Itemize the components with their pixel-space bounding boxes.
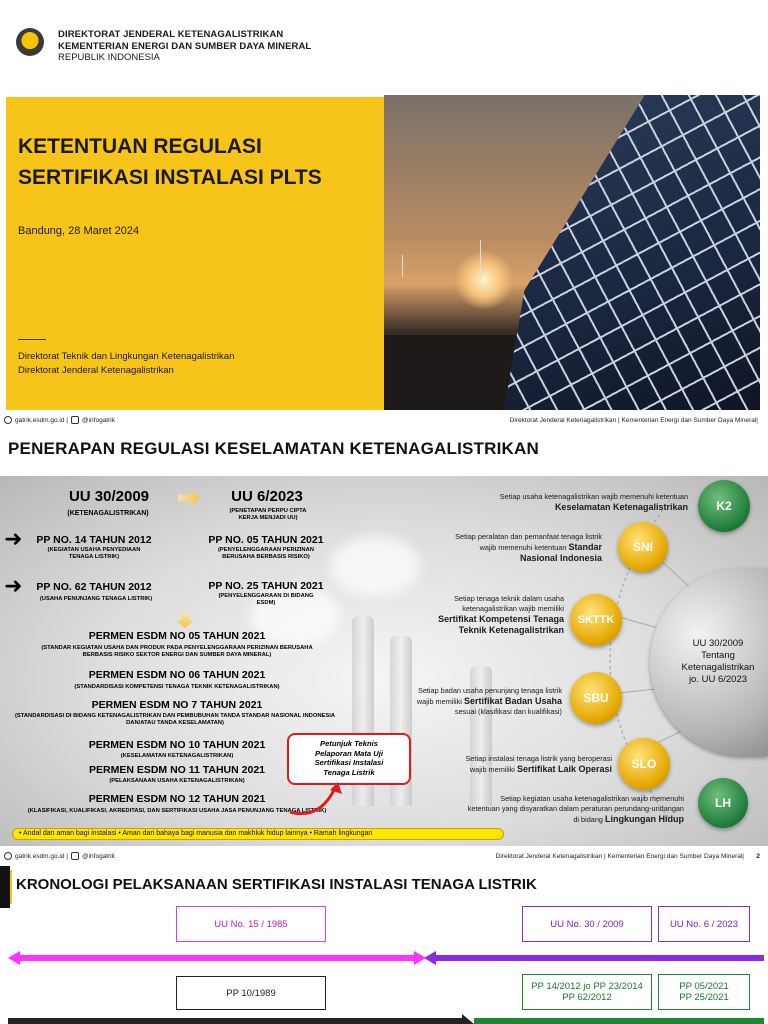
petunjuk-line-4: Tenaga Listrik [323,767,375,777]
permen-06-2021: PERMEN ESDM NO 06 TAHUN 2021 [88,669,266,681]
footer-org: Direktorat Jenderal Ketenagalistrikan | Kementerian Energi dan Sumber Daya Mineral| [509,417,758,424]
sni-desc-2: wajib memenuhi ketentuan [479,543,567,552]
permen-11-sub: (PELAKSANAAN USAHA KETENAGALISTRIKAN) [109,778,245,784]
k2-desc-text: Setiap usaha ketenagalistrikan wajib memenuhi ketentuan [499,492,688,501]
skttk-desc [360,594,564,636]
k2-desc-bold: Keselamatan Ketenagalistrikan [554,502,688,512]
pp-25-sub-2: ESDM) [256,600,276,606]
lh-bold: Lingkungan Hidup [605,814,684,824]
permen-12-2021: PERMEN ESDM NO 12 TAHUN 2021 [88,793,266,805]
globe-icon [4,416,12,424]
pp-14-sub-2: TENAGA LISTRIK) [68,554,120,560]
lh-circle: LH [698,778,748,828]
sni-desc-1: Setiap peralatan dan pemanfaat tenaga listrik [455,532,602,541]
slo-bold: Sertifikat Laik Operasi [516,764,612,774]
title-line-1: KETENTUAN REGULASI [18,135,262,158]
permen-06-sub: (STANDARDISASI KOMPETENSI TENAGA TEKNIK KETENAGALISTRIKAN) [74,684,280,690]
presentation-title [18,131,322,193]
sbu-bold: Sertifikat Badan Usaha [463,696,562,706]
permen-07-2021: PERMEN ESDM NO 7 TAHUN 2021 [91,699,263,711]
slide3-accent-bar [0,866,10,908]
pp-2021-box [658,974,750,1010]
directorate-2: Direktorat Jenderal Ketenagalistrikan [18,364,174,376]
pp-2012-line-2: PP 62/2012 [562,992,612,1003]
sni-circle: SNI [618,522,668,572]
footer-instagram: @infogatrik [82,416,115,424]
footer-web: gatrik.esdm.go.id | [15,416,68,424]
k2-desc [400,492,688,513]
permen-11-2021: PERMEN ESDM NO 11 TAHUN 2021 [88,764,266,776]
pp-14-sub [30,547,158,561]
instagram-icon [71,416,79,424]
footer-org: Direktorat Jenderal Ketenagalistrikan | Kementerian Energi dan Sumber Daya Mineral| [495,853,744,860]
wind-turbine-icon [402,255,403,277]
permen-07-sub [2,713,348,727]
uu-1985-box: UU No. 15 / 1985 [176,906,326,942]
uu-2009-sub: (KETENAGALISTRIKAN) [67,510,149,517]
pp-14-2012: PP NO. 14 TAHUN 2012 [36,534,152,546]
slo-desc-2: wajib memiliki [469,765,515,774]
permen-10-sub: (KESELAMATAN KETENAGALISTRIKAN) [120,753,234,759]
uu-2023: UU 6/2023 [231,488,303,505]
petunjuk-line-2: Pelaporan Mata Uji [315,748,383,758]
sni-desc [380,532,602,564]
sbu-desc-1: Setiap badan usaha penunjang tenaga listrik [417,686,562,695]
lh-desc-2: ketentuan yang disyaratkan dalam peraturan perundang-undangan [467,804,684,813]
sni-bold-1: Standar [568,542,602,552]
sbu-desc [340,686,562,717]
skttk-bold-2: Teknik Ketenagalistrikan [458,625,564,635]
footer-slide2 [0,850,768,864]
slo-desc [390,754,612,775]
pp-25-sub [196,593,336,607]
page-number: 2 [756,853,760,860]
sun-glow [454,250,514,310]
center-line-3: Ketenagalistrikan [681,662,755,673]
pp-2012-box [522,974,652,1010]
permen-05-sub-2: BERBASIS RISIKO SEKTOR ENERGI DAN SUMBER DAYA MINERAL) [82,652,272,658]
slo-desc-1: Setiap instalasi tenaga listrik yang beroperasi [465,754,612,763]
presentation-date: Bandung, 28 Maret 2024 [18,225,140,237]
skttk-desc-1: Setiap tenaga teknik dalam usaha [454,594,564,603]
uu-2009-box: UU No. 30 / 2009 [522,906,652,942]
arrow-pointer-icon: ➜ [4,573,23,598]
solar-panels [504,95,760,410]
pp-05-sub-2: BERUSAHA BERBASIS RISIKO) [222,554,310,560]
org-name [58,29,311,64]
lh-desc-3: di bidang [573,815,603,824]
sbu-desc-2: wajib memiliki [416,697,462,706]
timeline-pp-arrows [0,1014,768,1024]
sbu-circle: SBU [570,672,622,724]
footer-instagram: @infogatrik [82,852,115,860]
slide3-title: KRONOLOGI PELAKSANAAN SERTIFIKASI INSTALASI TENAGA LISTRIK [16,876,537,893]
slide3-accent-line [10,870,12,904]
pp-62-sub: (USAHA PENUNJANG TENAGA LISTRIK) [39,596,153,602]
pp-62-2012: PP NO. 62 TAHUN 2012 [36,581,152,593]
sni-bold-2: Nasional Indonesia [519,553,602,563]
pp-25-sub-1: (PENYELENGGARAAN DI BIDANG [218,593,314,599]
pp-05-sub [196,547,336,561]
directorates [18,350,234,377]
slide2-title: PENERAPAN REGULASI KESELAMATAN KETENAGALISTRIKAN [8,439,539,458]
petunjuk-line-3: Sertifikasi Instalasi [314,758,384,767]
pp-2012-line-1: PP 14/2012 jo PP 23/2014 [531,981,643,992]
pp-25-2021: PP NO. 25 TAHUN 2021 [208,580,324,592]
skttk-bold-1: Sertifikat Kompetensi Tenaga [438,614,564,624]
pp-05-2021: PP NO. 05 TAHUN 2021 [208,534,324,546]
petunjuk-line-1: Petunjuk Teknis [320,739,378,748]
org-line-2: KEMENTERIAN ENERGI DAN SUMBER DAYA MINERAL [58,40,312,52]
wind-turbine-icon [480,240,481,280]
globe-icon [4,852,12,860]
center-line-4: jo. UU 6/2023 [688,674,748,685]
instagram-icon [71,852,79,860]
skttk-circle: SKTTK [570,594,622,646]
lh-desc [380,794,684,825]
center-line-1: UU 30/2009 [692,638,744,649]
org-line-3: REPUBLIK INDONESIA [58,52,160,63]
arrow-pointer-icon: ➜ [4,526,23,551]
solar-panel-photo [384,95,760,410]
curved-arrow-icon [280,780,350,820]
uu-2023-sub-2: KERJA MENJADI UU) [238,515,298,521]
uu-2023-sub [206,508,330,522]
divider [18,339,46,340]
directorate-1: Direktorat Teknik dan Lingkungan Ketenagalistrikan [18,351,235,362]
permen-05-2021: PERMEN ESDM NO 05 TAHUN 2021 [88,630,266,642]
sbu-desc-3: sesuai (klasifikasi dan kualifikasi) [454,707,562,716]
uu-2009: UU 30/2009 [68,488,150,505]
permen-05-sub [20,645,334,659]
lh-desc-1: Setiap kegiatan usaha ketenagalistrikan wajib memenuhi [500,794,684,803]
pp-1989-box: PP 10/1989 [176,976,326,1010]
uu-2023-box: UU No. 6 / 2023 [658,906,750,942]
pp-2021-line-1: PP 05/2021 [679,981,729,992]
timeline-law-arrows [0,948,768,968]
title-line-2: SERTIFIKASI INSTALASI PLTS [18,166,322,189]
org-line-1: DIREKTORAT JENDERAL KETENAGALISTRIKAN [58,29,284,40]
pp-14-sub-1: (KEGIATAN USAHA PENYEDIAAN [47,547,141,553]
pp-05-sub-1: (PENYELENGGARAAN PERIZINAN [218,547,314,553]
skttk-desc-2: ketenagalistrikan wajib memiliki [462,604,564,613]
principles-bar: • Andal dan aman bagi instalasi • Aman dari bahaya bagi manusia dan makhluk hidup lainnya • Ramah lingkungan [12,828,504,840]
permen-10-2021: PERMEN ESDM NO 10 TAHUN 2021 [88,739,266,751]
permen-05-sub-1: (STANDAR KEGIATAN USAHA DAN PRODUK PADA PENYELENGGARAAN PERIZINAN BERUSAHA [41,645,313,651]
permen-12-sub: (KLASIFIKASI, KUALIFIKASI, AKREDITASI, DAN SERTIFIKASI USAHA JASA PENUNJANG TENAGA LISTRIK) [27,808,327,814]
slo-circle: SLO [618,738,670,790]
footer-slide1 [0,414,768,428]
uu-2023-sub-1: (PENETAPAN PERPU CIPTA [229,508,307,514]
permen-07-sub-1: (STANDARDISASI DI BIDANG KETENAGALISTRIKAN DAN PEMBUBUHAN TANDA STANDAR NASIONAL INDONESIA [14,713,336,719]
footer-web: gatrik.esdm.go.id | [15,852,68,860]
pp-2021-line-2: PP 25/2021 [679,992,729,1003]
center-line-2: Tentang [701,650,735,661]
k2-circle: K2 [698,480,750,532]
esdm-logo-icon [16,28,44,56]
slide1-header [0,0,768,90]
permen-07-sub-2: DAN/ATAU TANDA KESELAMATAN) [126,720,224,726]
